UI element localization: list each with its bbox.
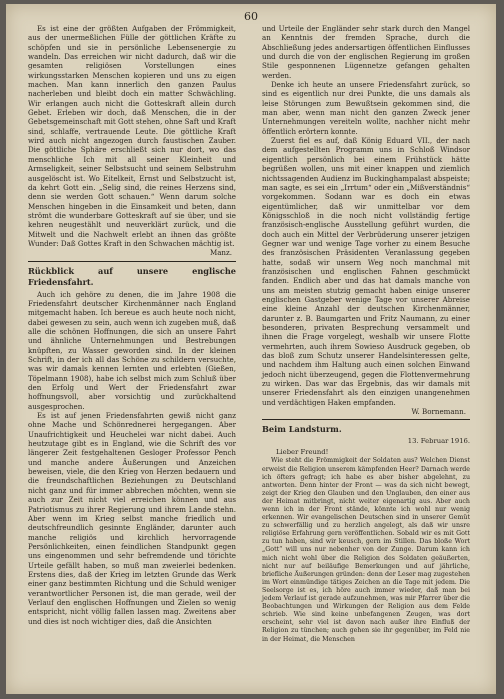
page-number: 60 (244, 10, 258, 23)
paragraph: Es ist eine der größten Aufgaben der Frömmigkeit, aus der unermeßlichen Fülle der göttlichen Kräfte zu schöpfen und sie in persönliche Lebensenergie zu wandeln. Das erreichen wir nicht dadurch, daß wir die gesamten religiösen Vorstellungen eines wirkungsstarken Menschen kopieren und uns zu eigen machen. Man kann innerlich den ganzen Paulus nacherleben und bleibt doch ein matter Schwächling. Wir erlangen auch nicht die Gotteskraft allein durch Gebet. Erleben wir doch, daß Menschen, die in der Gebetsgemeinschaft mit Gott stehen, ohne Saft und Kraft sind, schlaffe, vertrauende Leute. Die göttliche Kraft wird auch nicht angezogen durch faustischen Zauber. Die göttliche Sphäre erschließt sich nur dort, wo das menschliche Ich mit all seiner Kleinheit und Armseligkeit, seiner Selbstsucht und seinem Selbstruhm ausgelöscht ist. Wo Eitelkeit, Ernst und Selbstzucht ist, da kehrt Gott ein. „Selig sind, die reines Herzens sind, denn sie werden Gott schauen.“ Wenn darum solche Menschen hingeben in die Einsamkeit und beten, dann strömt die wunderbare Gotteskraft auf sie über, und sie kehren neugestählt und neuverklärt zurück, und die Mitwelt und die Nachwelt erlebt an ihnen das größte Wunder: Daß Gottes Kraft in den Schwachen mächtig ist. (28, 24, 236, 248)
signature: Manz. (209, 248, 232, 258)
paragraph: Zuerst fiel es auf, daß König Eduard VII., der nach dem aufgestellten Programm uns in Schloß Windsor eigentlich persönlich bei einem Frühstück hätte begrüßen wollen, uns mit einer knappen und ziemlich nichtssagenden Audienz im Buckinghampalast abspeiste; man sagte, es sei ein „Irrtum“ oder ein „Mißverständnis“ vorgekommen. Sodann war es doch ein etwas eigentümlicher, daß wir unmittelbar vor dem Königsschloß in die noch nicht vollständig fertige französisch-englische Ausstellung geführt wurden, die doch auch ein Mittel der Verbrüderung unserer jetzigen Gegner war und wenige Tage vorher zu einem Besuche des französischen Präsidenten Veranlassung gegeben hatte, sodaß wir unsern Weg noch manchmal mit französischen und englischen Fahnen geschmückt fanden. Endlich aber und das hat damals manche von uns am meisten stutzig gemacht haben einige unserer englischen Gastgeber wenige Tage vor unserer Abreise eine kleine Anzahl der deutschen Kirchenmänner, darunter z. B. Baumgarten und Fritz Naumann, zu einer besonderen, privaten Besprechung versammelt und ihnen die Frage vorgelegt, weshalb wir unsere Flotte vermehrten, auch ihrem Sowieso Ausdruck gegeben, ob das bloß zum Schutz unserer Handelsinteressen gelte, und nachdem ihm Haltung auch einen solchen Einwand jedoch nicht überzeugend, gegen die Flottenvermehrung zu wirken. Das war das Ergebnis, das wir damals mit unserer Friedensfahrt als den einzigen unangenehmen und verdächtigen Haken empfanden. (262, 136, 470, 407)
article-heading: Beim Landsturm. (262, 424, 342, 435)
dateline (262, 437, 470, 446)
newspaper-page (6, 4, 496, 694)
article-heading: Rückblick auf unsere englische Friedensfahrt. (28, 265, 236, 287)
paragraph: Denke ich heute an unsere Friedensfahrt zurück, so sind es eigentlich nur drei Punkte, die uns damals als leise Störungen zum Bewußtsein gekommen sind, die man aber, wenn man nicht den ganzen Zweck jener Unternehmungen vereiteln wollte, nachher nicht mehr öffentlich erörtern konnte. (262, 80, 470, 136)
paragraph: Es ist auf jenen Friedensfahrten gewiß nicht ganz ohne Mache und Schönrednerei hergegangen. Aber Unaufrichtigkeit und Heuchelei war nicht dabei. Auch heutzutage gibt es in England, wie die Schrift des vor längerer Zeit festgehaltenen Gesloger Professor Pench und manche andere Äußerungen und Anzeichen beweisen, viele, die den Krieg von Herzen bedauern und die freundschaftlichen Beziehungen zu Deutschland nicht ganz und für immer abbrechen möchten, wenn sie auch zur Zeit nicht viel erreichen können und aus Patriotismus zu ihrer Regierung und ihrem Lande stehn. Aber wenn im Krieg selbst manche friedlich und deutschfreundlich gesinnte Engländer, darunter auch manche religiös und kirchlich hervorragende Persönlichkeiten, einen feindlichen Standpunkt gegen uns eingenommen und sehr befremdende und törichte Urteile gefällt haben, so muß man zweierlei bedenken. Erstens dies, daß der Krieg im letzten Grunde das Werk einer ganz bestimmten Richtung und die Schuld weniger verantwortlicher Personen ist, die man gerade, weil der Verlauf den englischen Hoffnungen und Zielen so wenig entspricht, nicht völlig fallen lassen mag. Zweitens aber und dies ist noch wichtiger dies, daß die Ansichten (28, 411, 236, 626)
paragraph: Auch ich gehöre zu denen, die im Jahre 1908 die Friedensfahrt deutscher Kirchenmänner nach England mitgemacht haben. Ich bereue es auch heute noch nicht, dabei gewesen zu sein, auch wenn ich zugeben muß, daß alle die schönen Hoffnungen, die sich an unsere Fahrt und ähnliche Unternehmungen und Bestrebungen knüpften, zu Wasser geworden sind. In der kleinen Schrift, in der ich all das Schöne zu schildern versuchte, was wir damals kennen lernten und erlebten (Gießen, Töpelmann 1908), habe ich selbst mich zum Schluß über den Erfolg und Wert der Friedensfahrt zwar hoffnungsvoll, aber vorsichtig und zurückhaltend ausgesprochen. (28, 289, 236, 411)
paragraph: und Urteile der Engländer sehr stark durch den Mangel an Kenntnis der fremden Sprache, durch die Abschließung jedes andersartigen öffentlichen Einflusses und durch die von der englischen Regierung im großen Stile gesponnenen Lügennetze gefangen gehalten werden. (262, 24, 470, 80)
right-column (262, 24, 470, 644)
letter-paragraph: Wie steht die Frömmigkeit der Soldaten aus? Welchen Dienst erweist die Religion unserem kämpfenden Heer? Darnach werde ich öfters gefragt; ich habe es aber bisher abgelehnt, zu antworten. Denn hinter der Front — was da sich nicht bewegt, zeigt der Krieg den Glauben und den Unglauben, den einer aus der Heimat mitbringt, nicht weiter eigenartig aus. Aber auch wenn ich in der Front stände, könnte ich wohl nur wenig erkennen. Wir evangelischen Deutschen sind in unserer Gemüt zu schwerfällig und zu herzlich angelegt, als daß wir unsre religiöse Erfahrung gern veröffentlichen. Sobald wir es mit Gott zu tun haben, sind wir keusch, gern im Stillen. Das bloße Wort „Gott“ will uns nur nebenher von der Zunge. Darum kann ich mich nicht wohl über die Religion des Soldaten geäußerten, nicht nur auf beiläufige Bemerkungen und auf jährliche, briefliche Äußerungen gründen: denn der Leser mag zugestehen im Wort einmündige tätiges Zeichen an die Tage mit jedem. Die Seelsorge ist es, ich höre auch immer wieder, daß man bei jedem Verlauf ist gerade aufzunehmen, was mir Pfarrer über die Beobachtungen und Wirkungen der Religion aus dem Felde schrieb. Wie sind keine unbefangenen Zeugen, was dort erscheint, sehr viel ist davon nach außer ihre Einfluß der Religion zu tünchen; auch gehen sie ihr gegenüber, im Feld nie in der Heimat, die Menschen (262, 457, 470, 643)
divider (28, 261, 236, 262)
left-column (28, 24, 236, 626)
divider (262, 419, 470, 420)
signature: W. Bornemann. (411, 407, 466, 417)
letter-salutation: Lieber Freund! (276, 448, 329, 457)
letter-date: 13. Februar 1916. (407, 437, 470, 446)
